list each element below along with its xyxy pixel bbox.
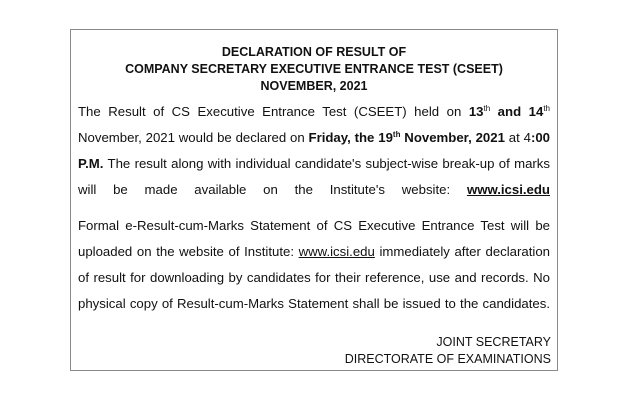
text: at 4 (504, 130, 531, 145)
ordinal: th (483, 104, 491, 113)
notice-title (75, 44, 553, 95)
text: November, 2021 would be declared on (78, 130, 309, 145)
result-time: :00 P.M. (78, 130, 550, 171)
icsi-website-link[interactable]: www.icsi.edu (466, 182, 550, 197)
title-line-1: DECLARATION OF RESULT OF (221, 45, 407, 59)
text: The Result of CS Executive Entrance Test (CSEET) held on (78, 104, 469, 119)
icsi-website-link-2[interactable]: www.icsi.edu (298, 244, 375, 259)
signature-title: JOINT SECRETARY (436, 335, 551, 349)
text: Formal e-Result-cum-Marks Statement of CS Executive Entrance Test will be uploaded on the website of Institute: (78, 218, 550, 259)
date-13: 13 (468, 104, 484, 119)
text: The result along with individual candidate's subject-wise break-up of marks will be made available on the Institute's website: (78, 156, 550, 197)
signature-department: DIRECTORATE OF EXAMINATIONS (344, 352, 551, 366)
signature-block (345, 334, 551, 368)
title-line-2: COMPANY SECRETARY EXECUTIVE ENTRANCE TEST (CSEET) (125, 62, 503, 76)
result-announcement-paragraph (78, 99, 550, 203)
date-14: and 14 (490, 104, 544, 119)
ordinal: th (543, 104, 550, 113)
notice-box (70, 29, 558, 371)
text: immediately after declaration of result for downloading by candidates for their reference, use and records. No physical copy of Result-cum-Marks Statement shall be issued to the candidates. (78, 244, 551, 311)
marks-statement-paragraph (78, 213, 550, 317)
result-date: Friday, the 19 (308, 130, 393, 145)
title-line-3: NOVEMBER, 2021 (260, 79, 368, 93)
ordinal: th (392, 130, 401, 139)
result-date-month: November, 2021 (400, 130, 505, 145)
